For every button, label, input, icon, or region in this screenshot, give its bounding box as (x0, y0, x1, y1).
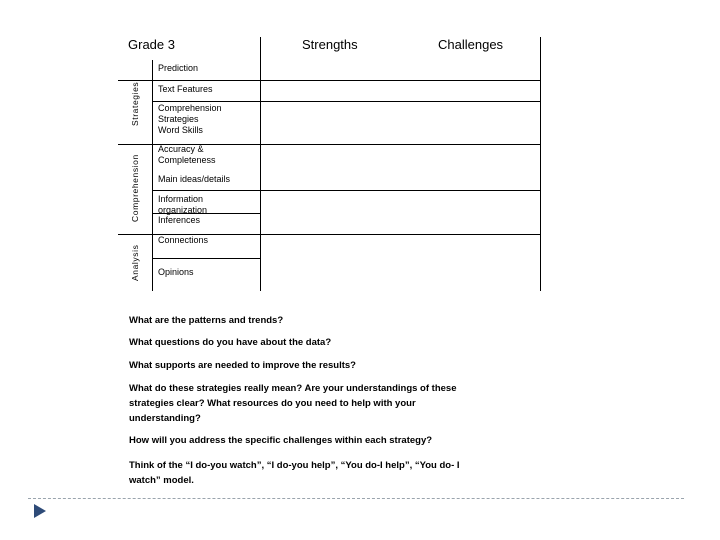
group-label-analysis: Analysis (130, 244, 140, 281)
row-rule (118, 80, 540, 81)
row-rule (152, 101, 540, 102)
row-label-accuracy: Accuracy & (158, 144, 204, 154)
column-divider-strengths (260, 37, 261, 291)
question-strategies-line2: strategies clear? What resources do you need to help with your (129, 398, 416, 409)
question-challenges: How will you address the specific challenges within each strategy? (129, 435, 433, 446)
group-label-comprehension: Comprehension (130, 154, 140, 222)
question-supports: What supports are needed to improve the results? (129, 360, 356, 371)
question-model-line1: Think of the “I do-you watch”, “I do-you help”, “You do-I help”, “You do- I (129, 460, 460, 471)
row-label-prediction: Prediction (158, 63, 199, 73)
row-label-word-skills: Word Skills (158, 125, 203, 135)
question-data: What questions do you have about the data? (129, 337, 332, 348)
question-strategies-line1: What do these strategies really mean? Are your understandings of these (129, 383, 457, 394)
row-rule (152, 190, 540, 191)
row-label-strategies: Strategies (158, 114, 199, 124)
footer-dashed-divider (28, 498, 684, 499)
row-label-connections: Connections (158, 235, 209, 245)
strengths-header: Strengths (302, 37, 358, 52)
row-label-opinions: Opinions (158, 267, 194, 277)
row-label-comprehension: Comprehension (158, 103, 222, 113)
row-label-text-features: Text Features (158, 84, 213, 94)
row-label-information: Information (158, 194, 204, 204)
question-strategies-line3: understanding? (129, 413, 201, 424)
row-label-completeness: Completeness (158, 155, 216, 165)
triangle-right-icon[interactable] (34, 504, 46, 523)
challenges-header: Challenges (438, 37, 504, 52)
question-model-line2: watch” model. (129, 475, 194, 486)
row-label-main-ideas: Main ideas/details (158, 174, 231, 184)
row-rule (152, 258, 260, 259)
table-right-rule (540, 37, 541, 291)
grade-header: Grade 3 (128, 37, 175, 52)
row-label-inferences: Inferences (158, 215, 201, 225)
group-label-strategies: Strategies (130, 81, 140, 126)
row-label-left-rule (152, 60, 153, 291)
question-patterns: What are the patterns and trends? (129, 315, 284, 326)
row-label-organization: organization (158, 205, 208, 215)
